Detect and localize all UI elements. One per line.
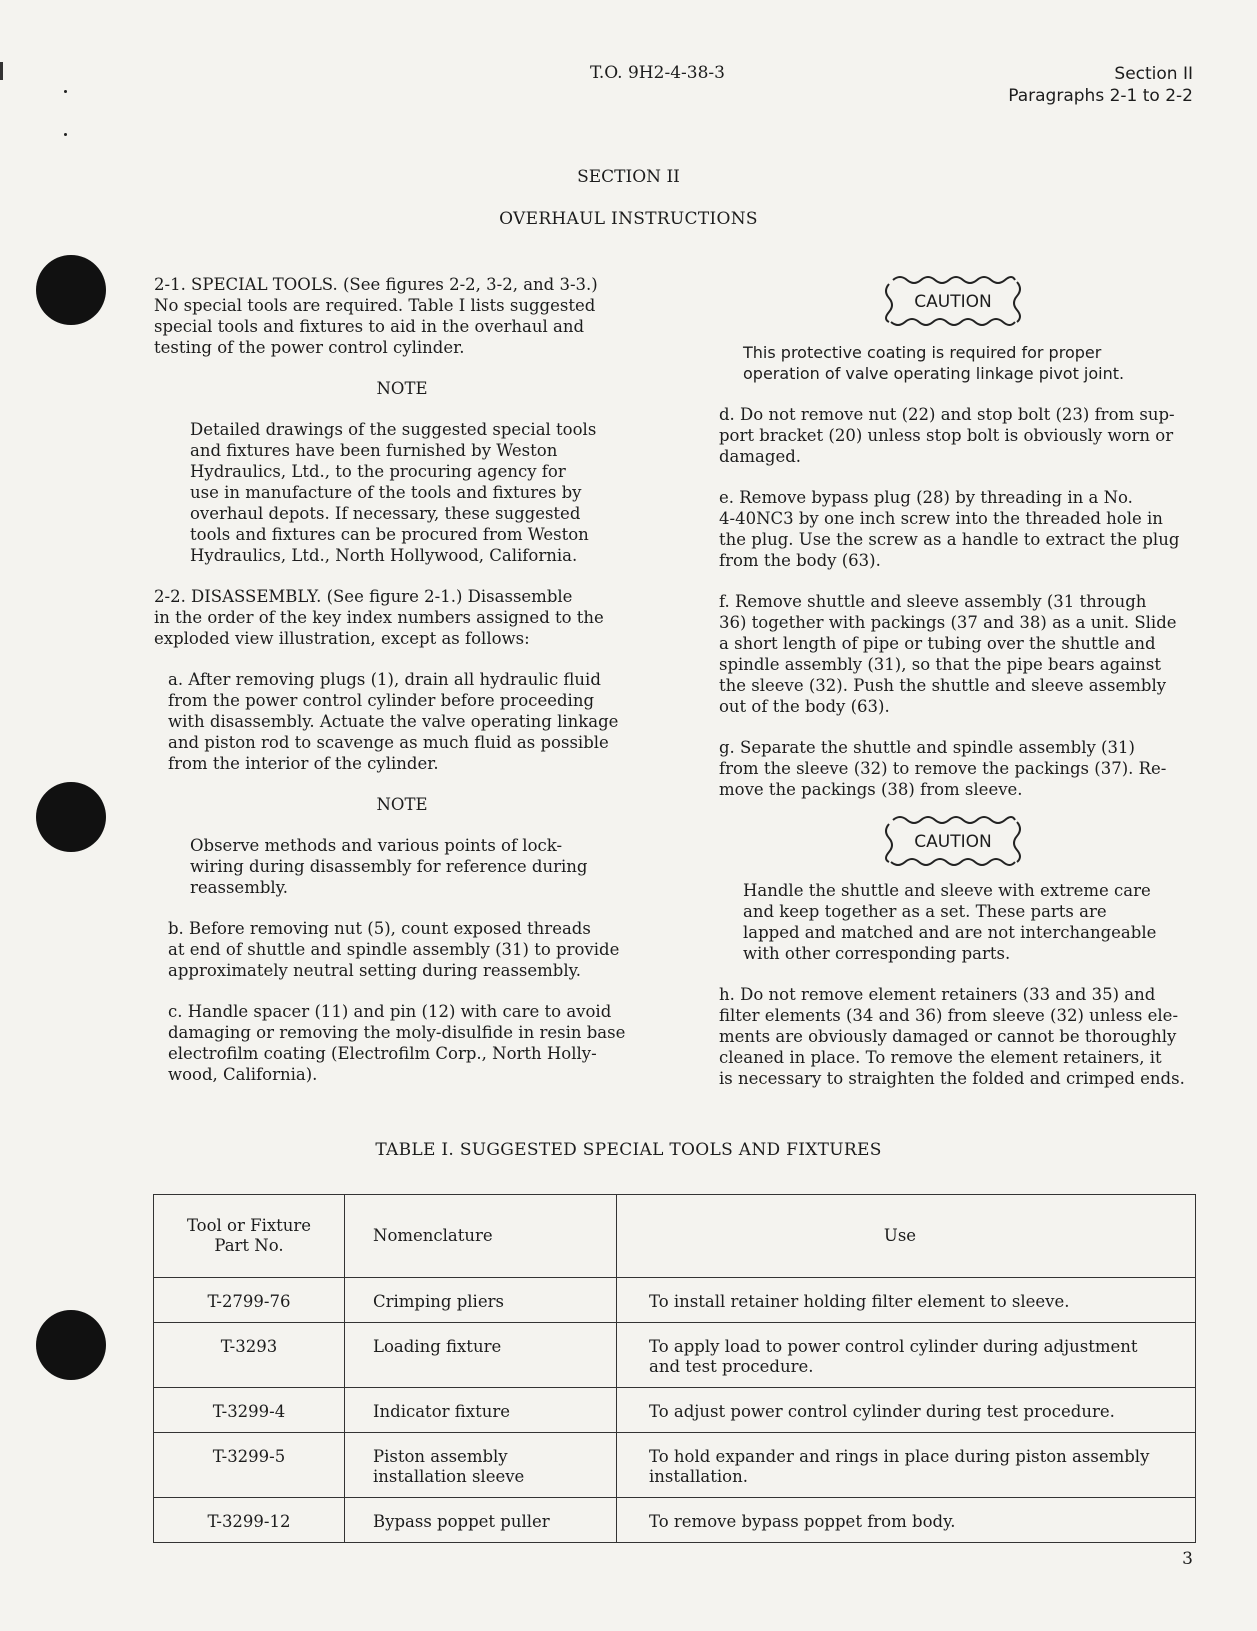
right-column	[705, 274, 1201, 1089]
text-line: move the packings (38) from sleeve.	[719, 780, 1023, 799]
cell-line: T-3299-12	[207, 1512, 291, 1531]
binder-hole-top	[36, 255, 106, 325]
binder-hole-middle	[36, 782, 106, 852]
text-line: from the interior of the cylinder.	[168, 754, 439, 773]
cell-line: T-2799-76	[207, 1292, 291, 1311]
cell-line: To remove bypass poppet from body.	[649, 1512, 956, 1531]
text-line: b. Before removing nut (5), count exposed threads	[168, 919, 591, 938]
text-line: a short length of pipe or tubing over the shuttle and	[719, 634, 1156, 653]
note-text	[154, 419, 650, 566]
table-row	[154, 1278, 1196, 1323]
left-column	[154, 274, 650, 1085]
cell-line: Indicator fixture	[373, 1402, 510, 1421]
header-line: Tool or Fixture	[186, 1216, 312, 1235]
text-line: the sleeve (32). Push the shuttle and sleeve assembly	[719, 676, 1167, 695]
margin-dot	[64, 90, 67, 93]
text-line: testing of the power control cylinder.	[154, 338, 465, 357]
text-line: a. After removing plugs (1), drain all hydraulic fluid	[168, 670, 601, 689]
text-line: wiring during disassembly for reference during	[190, 857, 588, 876]
note-heading: NOTE	[376, 379, 428, 398]
text-line: Observe methods and various points of lock-	[190, 836, 563, 855]
table-header-row	[154, 1195, 1196, 1278]
text-line: f. Remove shuttle and sleeve assembly (31 through	[719, 592, 1147, 611]
text-line: Hydraulics, Ltd., to the procuring agency for	[190, 462, 566, 481]
cell-line: installation.	[649, 1467, 748, 1486]
step-c	[154, 1001, 650, 1085]
caution-box	[883, 814, 1023, 868]
header-line: Use	[883, 1226, 917, 1245]
text-line: No special tools are required. Table I lists suggested	[154, 296, 596, 315]
cell-part-no	[154, 1323, 345, 1388]
table-row	[154, 1323, 1196, 1388]
caution-label: CAUTION	[914, 832, 992, 852]
cell-nomenclature	[345, 1498, 617, 1543]
note-text	[154, 835, 650, 898]
text-line: overhaul depots. If necessary, these suggested	[190, 504, 581, 523]
cell-line: and test procedure.	[649, 1357, 814, 1376]
caution-text	[705, 342, 1201, 384]
text-line: use in manufacture of the tools and fixtures by	[190, 483, 582, 502]
step-e	[705, 487, 1201, 571]
cell-nomenclature	[345, 1323, 617, 1388]
step-d	[705, 404, 1201, 467]
table-body	[154, 1278, 1196, 1543]
cell-line: To apply load to power control cylinder during adjustment	[649, 1337, 1138, 1356]
text-line: 2-2. DISASSEMBLY. (See figure 2-1.) Disassemble	[154, 587, 573, 606]
cell-line: T-3293	[220, 1337, 278, 1356]
cell-line: Piston assembly	[373, 1447, 508, 1466]
caution-box	[883, 274, 1023, 328]
cell-line: installation sleeve	[373, 1467, 525, 1486]
text-line: lapped and matched and are not interchangeable	[743, 923, 1157, 942]
section-label	[1008, 64, 1193, 106]
step-g	[705, 737, 1201, 800]
cell-use	[617, 1278, 1196, 1323]
cell-part-no	[154, 1278, 345, 1323]
column-header-nomenclature	[345, 1195, 617, 1278]
section-number: Section II	[1114, 64, 1193, 84]
text-line: 4-40NC3 by one inch screw into the threaded hole in	[719, 509, 1163, 528]
special-tools-table	[153, 1194, 1196, 1543]
header-line: Part No.	[214, 1236, 284, 1255]
section-title: SECTION II	[577, 167, 680, 187]
text-line: wood, California).	[168, 1065, 318, 1084]
text-line: and keep together as a set. These parts are	[743, 902, 1107, 921]
step-a	[154, 669, 650, 774]
text-line: This protective coating is required for proper	[743, 343, 1102, 362]
text-line: spindle assembly (31), so that the pipe bears against	[719, 655, 1162, 674]
cell-nomenclature	[345, 1278, 617, 1323]
text-line: with disassembly. Actuate the valve operating linkage	[168, 712, 619, 731]
text-line: with other corresponding parts.	[743, 944, 1011, 963]
to-number: T.O. 9H2-4-38-3	[590, 63, 725, 83]
cell-part-no	[154, 1388, 345, 1433]
note-heading: NOTE	[376, 795, 428, 814]
text-line: Hydraulics, Ltd., North Hollywood, California.	[190, 546, 578, 565]
text-line: h. Do not remove element retainers (33 and 35) and	[719, 985, 1156, 1004]
caution-label: CAUTION	[914, 292, 992, 312]
text-line: Detailed drawings of the suggested special tools	[190, 420, 597, 439]
cell-line: Bypass poppet puller	[373, 1512, 550, 1531]
cell-line: T-3299-5	[212, 1447, 286, 1466]
cell-nomenclature	[345, 1433, 617, 1498]
text-line: d. Do not remove nut (22) and stop bolt (23) from sup-	[719, 405, 1175, 424]
cell-line: To adjust power control cylinder during test procedure.	[649, 1402, 1115, 1421]
cell-use	[617, 1433, 1196, 1498]
text-line: from the body (63).	[719, 551, 881, 570]
text-line: 36) together with packings (37 and 38) as a unit. Slide	[719, 613, 1177, 632]
paragraph-range: Paragraphs 2-1 to 2-2	[1008, 86, 1193, 106]
cell-nomenclature	[345, 1388, 617, 1433]
cell-part-no	[154, 1498, 345, 1543]
text-line: damaging or removing the moly-disulfide in resin base	[168, 1023, 626, 1042]
table-title: TABLE I. SUGGESTED SPECIAL TOOLS AND FIXTURES	[375, 1140, 882, 1160]
header-line: Nomenclature	[373, 1226, 493, 1245]
text-line: from the sleeve (32) to remove the packings (37). Re-	[719, 759, 1167, 778]
text-line: filter elements (34 and 36) from sleeve (32) unless ele-	[719, 1006, 1179, 1025]
text-line: approximately neutral setting during reassembly.	[168, 961, 582, 980]
cell-line: Crimping pliers	[373, 1292, 504, 1311]
cell-use	[617, 1323, 1196, 1388]
text-line: cleaned in place. To remove the element retainers, it	[719, 1048, 1162, 1067]
text-line: from the power control cylinder before proceeding	[168, 691, 595, 710]
text-line: 2-1. SPECIAL TOOLS. (See figures 2-2, 3-2, and 3-3.)	[154, 275, 598, 294]
text-line: g. Separate the shuttle and spindle assembly (31)	[719, 738, 1135, 757]
paragraph-2-1	[154, 274, 650, 358]
text-line: e. Remove bypass plug (28) by threading in a No.	[719, 488, 1133, 507]
cell-part-no	[154, 1433, 345, 1498]
text-line: at end of shuttle and spindle assembly (31) to provide	[168, 940, 620, 959]
cell-line: To install retainer holding filter element to sleeve.	[649, 1292, 1070, 1311]
text-line: port bracket (20) unless stop bolt is obviously worn or	[719, 426, 1174, 445]
table-row	[154, 1388, 1196, 1433]
cell-line: Loading fixture	[373, 1337, 502, 1356]
cell-line: T-3299-4	[212, 1402, 286, 1421]
table-row	[154, 1498, 1196, 1543]
text-line: out of the body (63).	[719, 697, 890, 716]
text-line: is necessary to straighten the folded and crimped ends.	[719, 1069, 1185, 1088]
margin-tick	[0, 62, 3, 80]
margin-dot	[64, 133, 67, 136]
text-line: and piston rod to scavenge as much fluid as possible	[168, 733, 609, 752]
table-row	[154, 1433, 1196, 1498]
text-line: Handle the shuttle and sleeve with extreme care	[743, 881, 1151, 900]
column-header-use	[617, 1195, 1196, 1278]
text-line: in the order of the key index numbers assigned to the	[154, 608, 604, 627]
text-line: ments are obviously damaged or cannot be thoroughly	[719, 1027, 1177, 1046]
cell-use	[617, 1388, 1196, 1433]
section-heading: OVERHAUL INSTRUCTIONS	[499, 209, 758, 229]
step-b	[154, 918, 650, 981]
cell-use	[617, 1498, 1196, 1543]
column-header-part-no	[154, 1195, 345, 1278]
cell-line: To hold expander and rings in place during piston assembly	[649, 1447, 1150, 1466]
text-line: tools and fixtures can be procured from Weston	[190, 525, 589, 544]
text-line: reassembly.	[190, 878, 289, 897]
paragraph-2-2	[154, 586, 650, 649]
binder-hole-bottom	[36, 1310, 106, 1380]
step-f	[705, 591, 1201, 717]
text-line: exploded view illustration, except as follows:	[154, 629, 530, 648]
text-line: c. Handle spacer (11) and pin (12) with care to avoid	[168, 1002, 612, 1021]
page-number: 3	[1182, 1549, 1193, 1569]
text-line: the plug. Use the screw as a handle to extract the plug	[719, 530, 1180, 549]
text-line: special tools and fixtures to aid in the overhaul and	[154, 317, 585, 336]
text-line: electrofilm coating (Electrofilm Corp., North Holly-	[168, 1044, 597, 1063]
caution-text	[705, 880, 1201, 964]
text-line: and fixtures have been furnished by Weston	[190, 441, 558, 460]
text-line: damaged.	[719, 447, 802, 466]
text-line: operation of valve operating linkage pivot joint.	[743, 364, 1125, 383]
step-h	[705, 984, 1201, 1089]
